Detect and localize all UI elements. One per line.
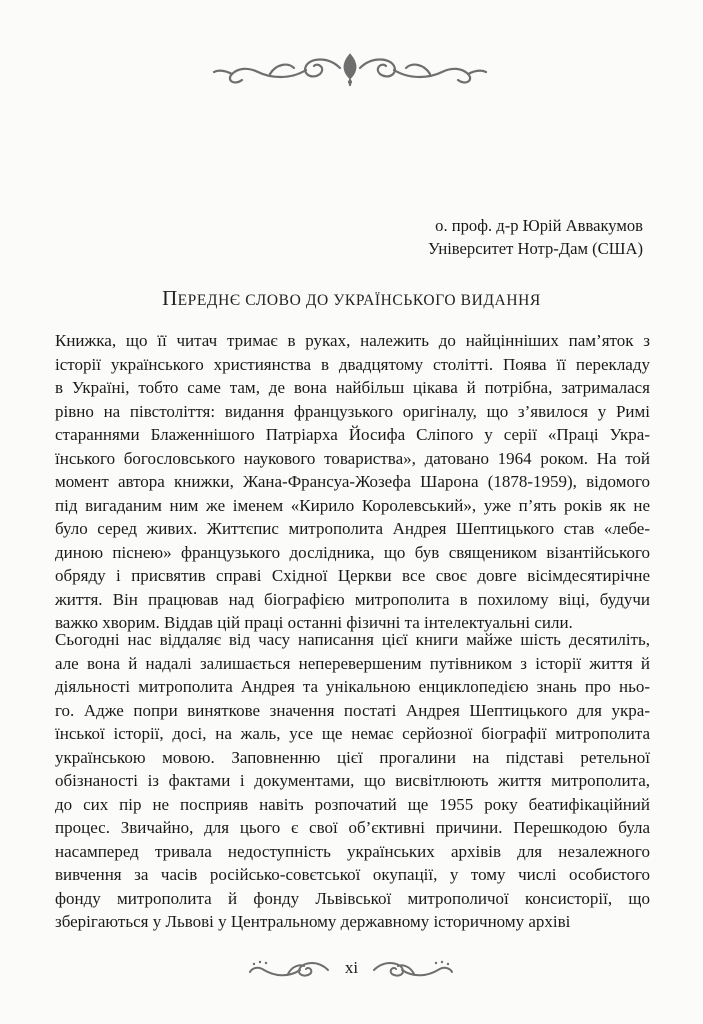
paragraph-line: зберігаються у Львові у Центральному державному історичному архіві (55, 912, 571, 931)
paragraph-line: стараннями Блаженнішого Патріарха Йосифа Сліпого у серії «Праці Укра- (55, 425, 650, 444)
paragraph-line: їнського богословського наукового товариства», датовано 1964 роком. На той (55, 448, 650, 468)
paragraph-line: Сьогодні нас віддаляє від часу написання цієї книги майже шість десятиліть, (55, 630, 650, 649)
paragraph-line: го. Адже попри виняткове значення постаті Андрея Шептицького для укра- (55, 700, 650, 720)
paragraph-line: в Україні, тобто саме там, де вона найбільш цікава й потрібна, затрималася (55, 378, 650, 397)
paragraph-1 (55, 329, 650, 635)
author-attribution (428, 214, 643, 260)
paragraph-line: рівно на півстоліття: видання французького оригіналу, що з’явилося у Римі (55, 401, 650, 421)
section-title (0, 286, 703, 311)
author-affiliation: Університет Нотр-Дам (США) (428, 239, 643, 258)
paragraph-line: момент автора книжки, Жана-Франсуа-Жозефа Шарона (1878-1959), відомого (55, 472, 650, 491)
paragraph-line: вивчення за часів російсько-совєтської окупації, у тому числі особистого (55, 865, 650, 884)
paragraph-line: до сих пір не посприяв навіть розпочатий ще 1955 року беатифікаційний (55, 794, 650, 814)
paragraph-line: було серед живих. Життєпис митрополита Андрея Шептицького став «лебе- (55, 519, 650, 538)
paragraph-line: важко хворим. Віддав цій праці останні фізичні та інтелектуальні сили. (55, 613, 573, 632)
paragraph-line: українською мовою. Заповненню цієї прогалини на підставі ретельної (55, 747, 650, 767)
page-number: xi (344, 958, 359, 977)
author-name: о. проф. д-р Юрій Аввакумов (435, 216, 643, 235)
paragraph-line: обряду і присвятив справі Східної Церкви все своє довге вісімдесятирічне (55, 566, 650, 585)
scroll-ornament-icon (210, 50, 490, 88)
paragraph-line: життя. Він працював над біографією митрополита в похилому віці, будучи (55, 589, 650, 609)
paragraph-line: диною піснею» французького дослідника, що був священиком візантійського (55, 542, 650, 562)
title-rest: ЕРЕДНЄ СЛОВО ДО УКРАЇНСЬКОГО ВИДАННЯ (177, 292, 541, 309)
paragraph-line: діяльності митрополита Андрея та унікальною енциклопедією знань про ньо- (55, 677, 650, 696)
paragraph-2 (55, 628, 650, 934)
paragraph-line: фонду митрополита й фонду Львівської митрополичої консисторії, що (55, 888, 650, 908)
paragraph-line: обізнаності із фактами і документами, що висвітлюють життя митрополита, (55, 771, 650, 790)
paragraph-line: Книжка, що її читач тримає в руках, належить до найцінніших пам’яток з (55, 331, 650, 350)
paragraph-line: але вона й надалі залишається неперевершеним путівником з історії життя й (55, 653, 650, 673)
paragraph-line: насамперед тривала недоступність українських архівів для незалежного (55, 841, 650, 861)
paragraph-line: під вигаданим ним же іменем «Кирило Королевський», уже п’ять років як не (55, 495, 650, 515)
title-initial: П (162, 286, 178, 310)
paragraph-line: їнської історії, досі, на жаль, усе ще немає серйозної біографії митрополита (55, 724, 650, 743)
paragraph-line: процес. Звичайно, для цього є свої об’єктивні причини. Перешкодою була (55, 818, 650, 837)
paragraph-line: історії українського християнства в двадцятому столітті. Поява її перекладу (55, 354, 650, 374)
